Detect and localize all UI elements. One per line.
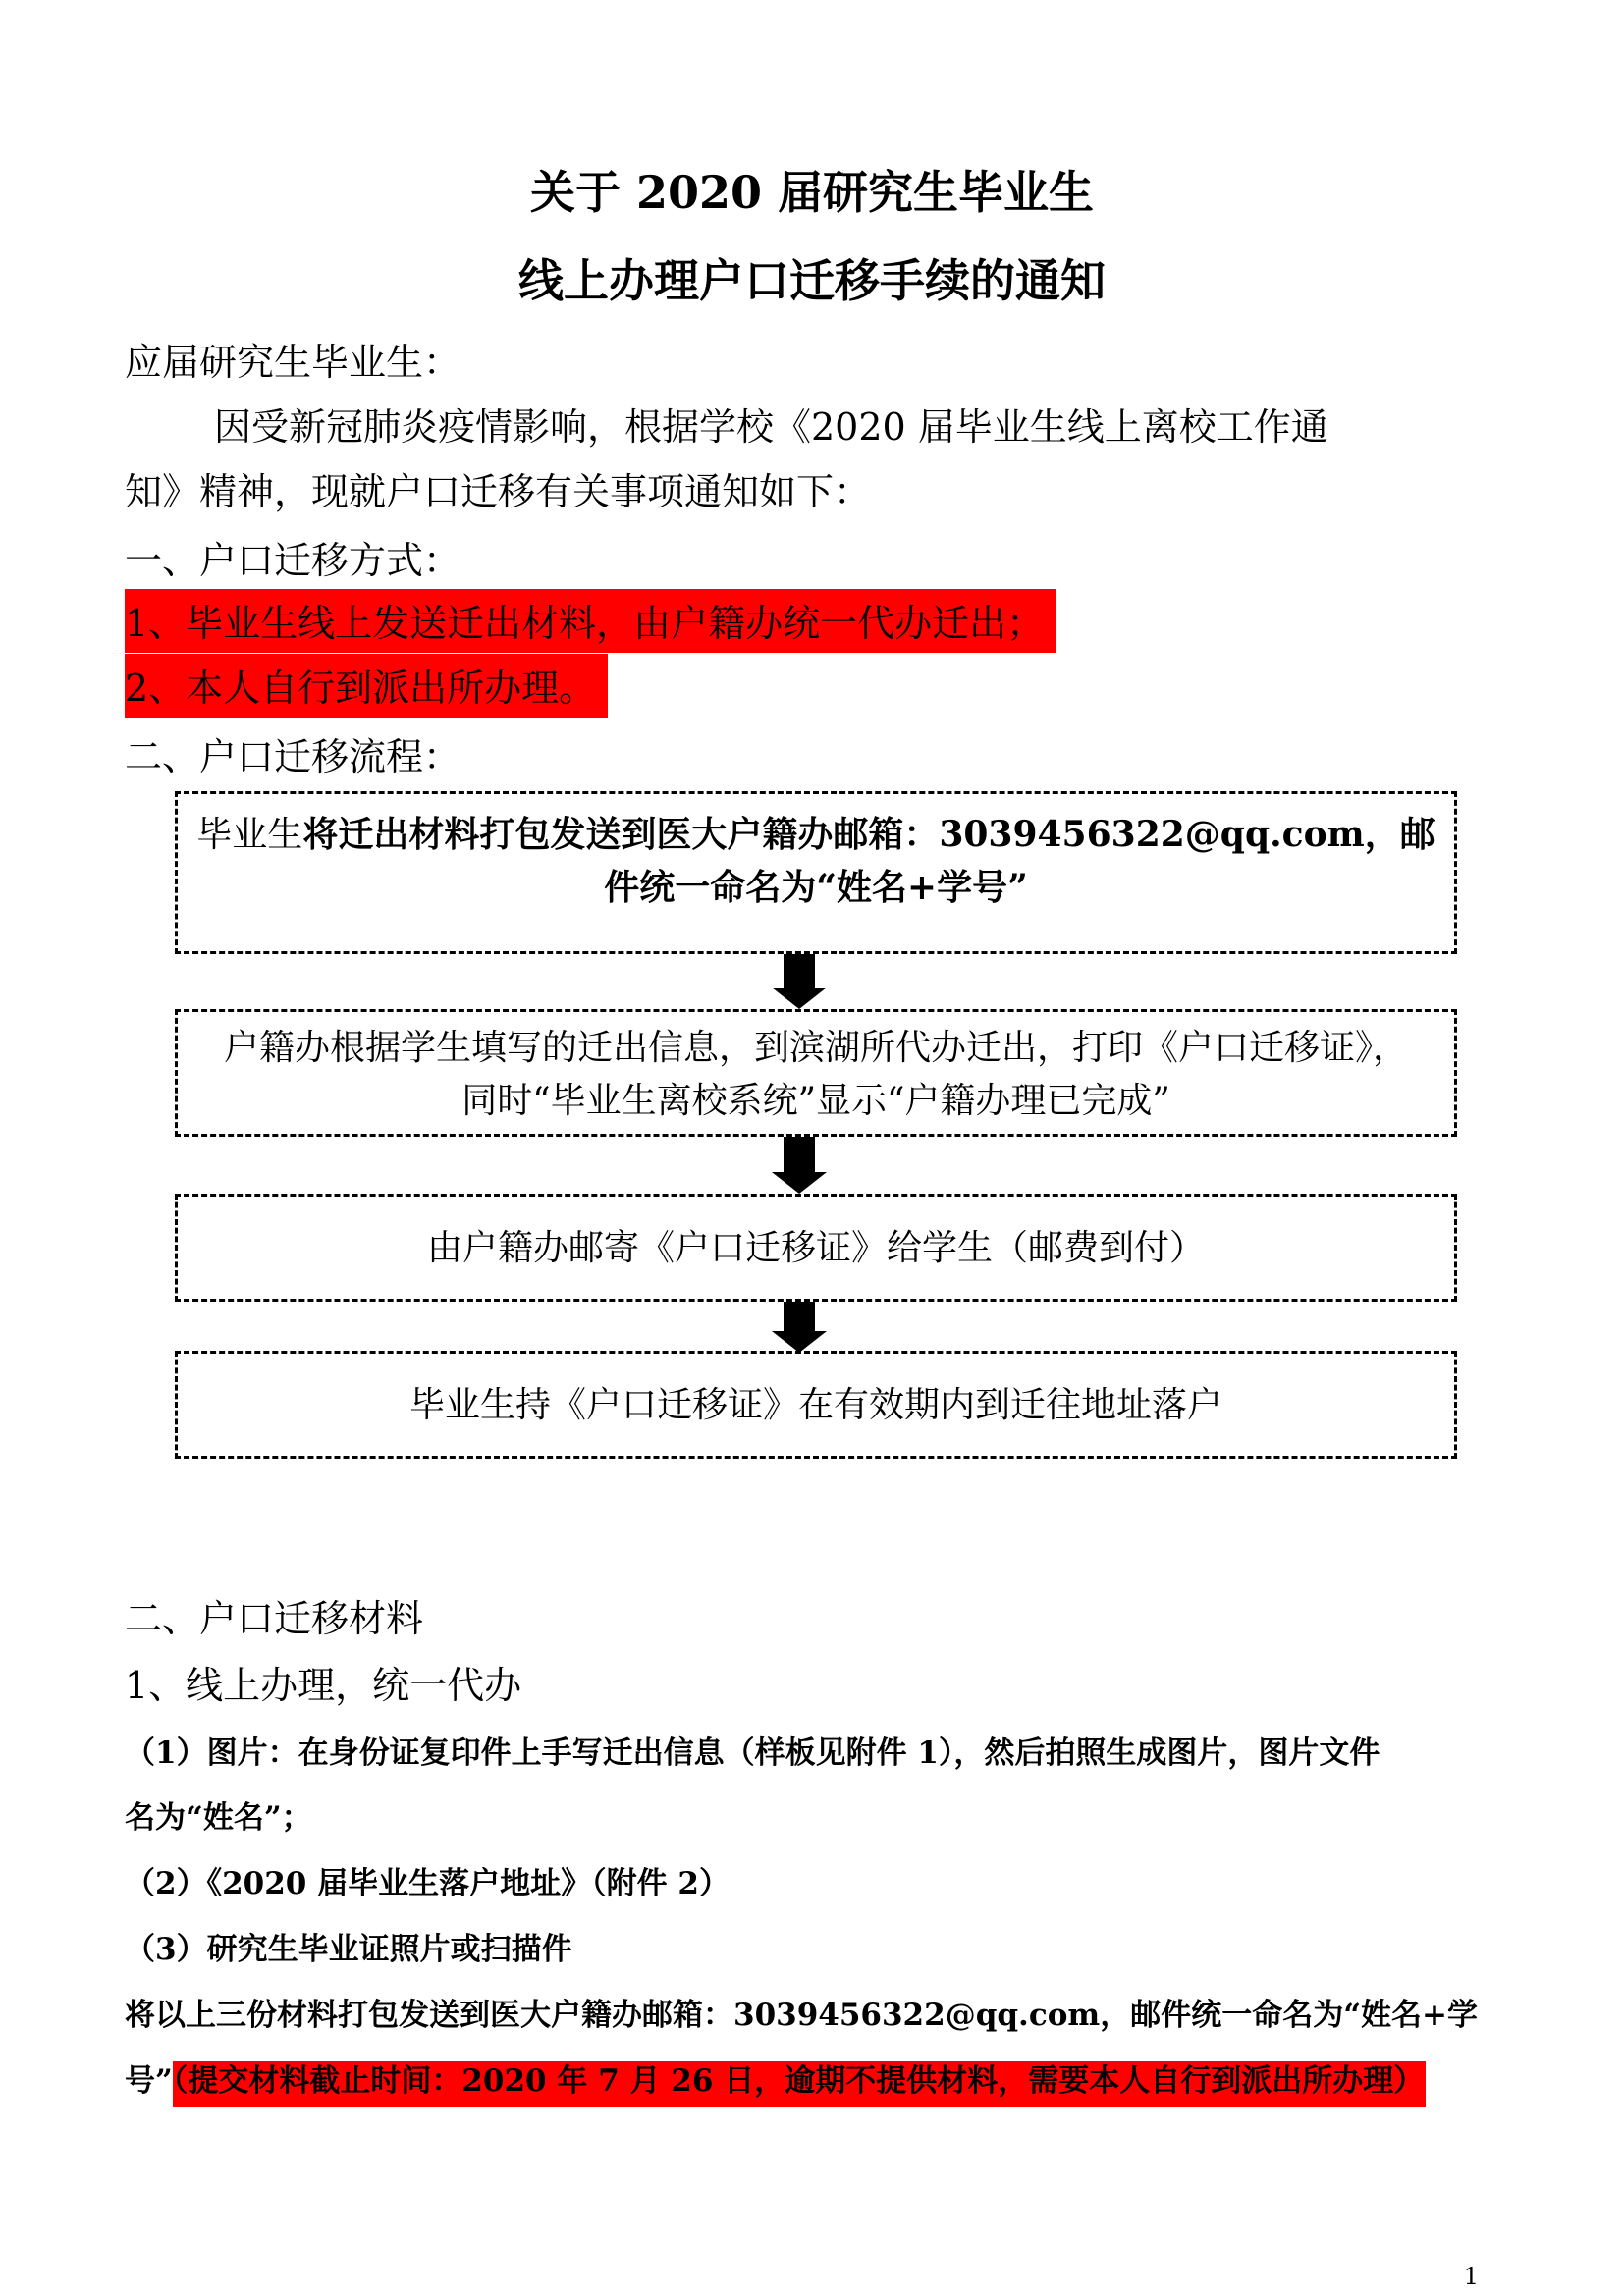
intro-line1: 因受新冠肺炎疫情影响，根据学校《2020 届毕业生线上离校工作通 [214,405,1328,449]
submit-instruction-line2 [125,2056,1426,2100]
material-item3: （3）研究生毕业证照片或扫描件 [125,1932,572,1967]
intro-line2: 知》精神，现就户口迁移有关事项通知如下： [125,470,872,513]
section2-heading: 二、户口迁移流程： [125,735,461,778]
flow-step-2-box [175,1009,1457,1137]
salutation: 应届研究生毕业生： [125,341,461,384]
flow-step-1-box [175,791,1457,954]
flow-step-2-line2: 同时“毕业生离校系统”显示“户籍办理已完成” [461,1081,1170,1121]
page-number: 1 [1463,2263,1479,2290]
flow-step-1-line2: 件统一命名为“姓名+学号” [604,867,1028,908]
submit-line2-start: 号” [125,2063,173,2099]
flow-step-1-email-text: 将迁出材料打包发送到医大户籍办邮箱：3039456322@qq.com，邮 [302,814,1435,855]
method-item-2: 2、本人自行到派出所办理。 [125,654,608,718]
flow-step-4-line1: 毕业生持《户口迁移证》在有效期内到迁往地址落户 [408,1385,1222,1425]
down-arrow-icon [772,1302,827,1351]
submit-instruction-line1: 将以上三份材料打包发送到医大户籍办邮箱：3039456322@qq.com，邮件统一命名为“姓名+学 [125,1998,1478,2033]
down-arrow-icon [772,1137,827,1194]
section3-heading: 二、户口迁移材料 [125,1597,424,1640]
section1-heading: 一、户口迁移方式： [125,539,461,582]
deadline-notice: （提交材料截止时间：2020 年 7 月 26 日，逾期不提供材料，需要本人自行到派出所办理） [173,2061,1426,2107]
flow-step-3-box [175,1194,1457,1302]
flow-step-3-line1: 由户籍办邮寄《户口迁移证》给学生（邮费到付） [426,1228,1205,1268]
material-item2: （2）《2020 届毕业生落户地址》（附件 2） [125,1866,731,1901]
document-title-line2: 线上办理户口迁移手续的通知 [518,254,1106,307]
down-arrow-icon [772,954,827,1009]
method-item-1: 1、毕业生线上发送迁出材料，由户籍办统一代办迁出； [125,589,1056,653]
section3-subheading: 1、线上办理，统一代办 [125,1664,522,1707]
material-item1-line1: （1）图片：在身份证复印件上手写迁出信息（样板见附件 1），然后拍照生成图片，图片文件 [125,1735,1380,1771]
flow-step-1-prefix: 毕业生 [196,815,303,855]
material-item1-line2: 名为“姓名”； [125,1800,312,1836]
document-title-line1: 关于 2020 届研究生毕业生 [529,166,1095,219]
flow-step-4-box [175,1351,1457,1459]
flow-step-1-line1 [178,808,1454,862]
flow-step-2-line1: 户籍办根据学生填写的迁出信息，到滨湖所代办迁出，打印《户口迁移证》， [223,1028,1408,1068]
